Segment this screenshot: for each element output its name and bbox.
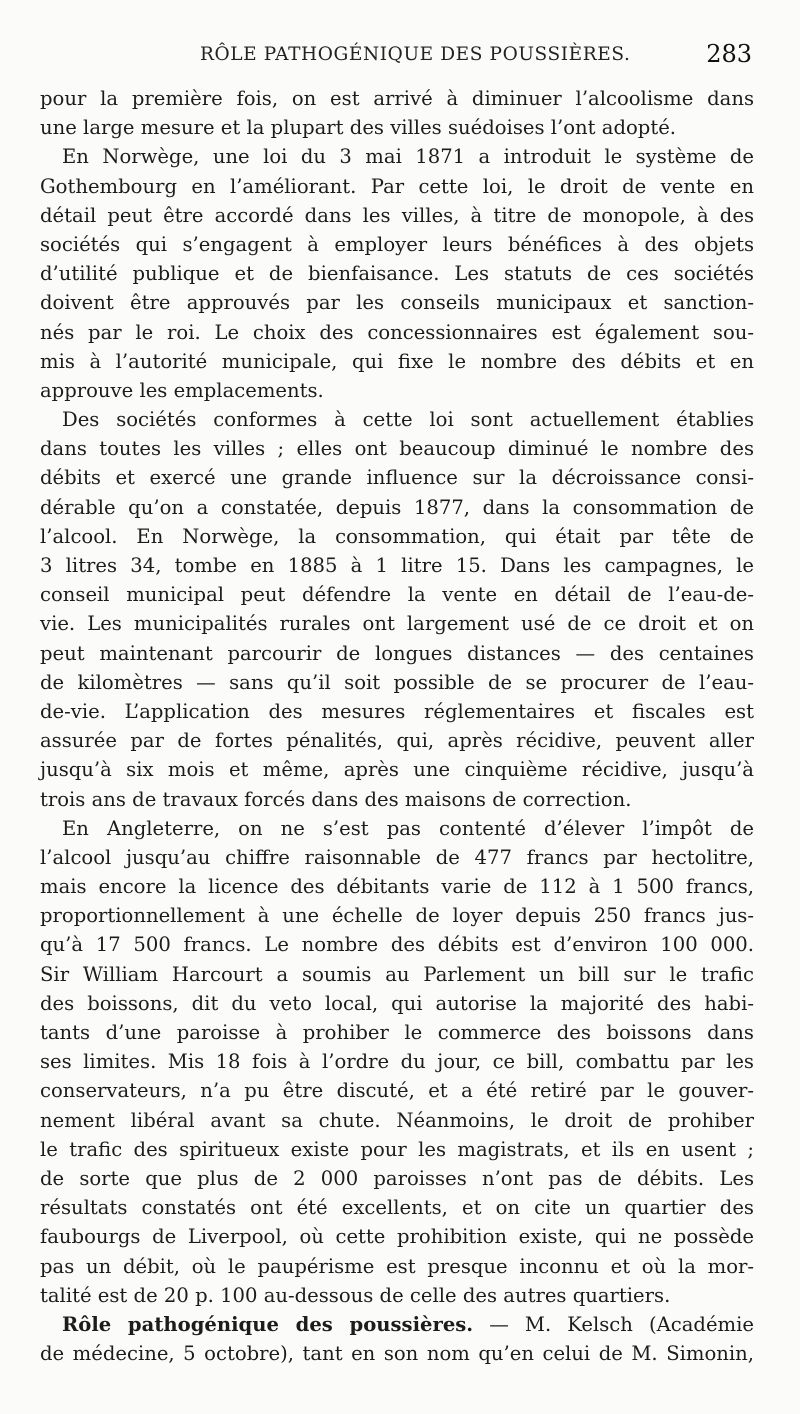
text-line: de sorte que plus de 2 000 paroisses n’ont pas de débits. Les — [40, 1166, 754, 1190]
running-title: RÔLE PATHOGÉNIQUE DES POUSSIÈRES. — [200, 44, 631, 65]
text-line: faubourgs de Liverpool, où cette prohibition existe, qui ne possède — [40, 1225, 754, 1249]
section-heading: Rôle pathogénique des poussières. — [62, 1312, 474, 1336]
text-line: proportionnellement à une échelle de loyer depuis 250 francs jus- — [40, 904, 754, 928]
text-line: le trafic des spiritueux existe pour les magistrats, et ils en usent ; — [40, 1137, 754, 1161]
text-line: débits et exercé une grande influence sur la décroissance consi- — [40, 466, 754, 490]
text-line: nement libéral avant sa chute. Néanmoins, le droit de prohiber — [40, 1108, 754, 1132]
text-line: Des sociétés conformes à cette loi sont actuellement établies — [62, 408, 754, 432]
section-heading-line — [40, 1310, 754, 1339]
text-line: doivent être approuvés par les conseils municipaux et sanction- — [40, 291, 754, 315]
text-line: peut maintenant parcourir de longues distances — des centaines — [40, 641, 754, 665]
text-line: une large mesure et la plupart des villes suédoises l’ont adopté. — [40, 116, 677, 140]
text-line: résultats constatés ont été excellents, et on cite un quartier des — [40, 1196, 754, 1220]
text-line: mis à l’autorité municipale, qui fixe le nombre des débits et en — [40, 349, 754, 373]
text-line: En Angleterre, on ne s’est pas contenté d’élever l’impôt de — [62, 816, 754, 840]
text-line: des boissons, dit du veto local, qui autorise la majorité des habi- — [40, 991, 754, 1015]
text-line: tants d’une paroisse à prohiber le commerce des boissons dans — [40, 1021, 754, 1044]
body-text — [40, 84, 754, 1368]
text-line: pas un débit, où le paupérisme est presque inconnu et où la mor- — [40, 1254, 754, 1278]
text-line: nés par le roi. Le choix des concessionnaires est également sou- — [40, 320, 754, 344]
text-line: En Norwège, une loi du 3 mai 1871 a introduit le système de — [62, 145, 754, 169]
text-line: assurée par de fortes pénalités, qui, après récidive, peuvent aller — [40, 729, 754, 753]
text-line: détail peut être accordé dans les villes, à titre de monopole, à des — [40, 203, 754, 227]
page-number: 283 — [706, 40, 752, 68]
text-line: approuve les emplacements. — [40, 378, 324, 402]
text-line: d’utilité publique et de bienfaisance. Les statuts de ces sociétés — [40, 262, 754, 286]
text-line: ses limites. Mis 18 fois à l’ordre du jour, ce bill, combattu par les — [40, 1050, 754, 1074]
text-line: l’alcool. En Norwège, la consommation, qui était par tête de — [40, 524, 754, 548]
text-line: pour la première fois, on est arrivé à diminuer l’alcoolisme dans — [40, 87, 754, 110]
text-line: jusqu’à six mois et même, après une cinquième récidive, jusqu’à — [40, 758, 754, 782]
text-line: sociétés qui s’engagent à employer leurs bénéfices à des objets — [40, 232, 754, 256]
text-line: conseil municipal peut défendre la vente en détail de l’eau-de- — [40, 583, 754, 607]
text-line: vie. Les municipalités rurales ont largement usé de ce droit et on — [40, 612, 754, 636]
text-line: talité est de 20 p. 100 au-dessous de celle des autres quartiers. — [40, 1283, 671, 1307]
text-line: de kilomètres — sans qu’il soit possible de se procurer de l’eau- — [40, 670, 754, 694]
text-line: de-vie. L’application des mesures réglementaires et fiscales est — [40, 699, 754, 723]
text-line: de médecine, 5 octobre), tant en son nom qu’en celui de M. Simonin, — [40, 1342, 754, 1366]
section-heading-continuation: — M. Kelsch (Académie — [473, 1312, 754, 1336]
text-line: dans toutes les villes ; elles ont beaucoup diminué le nombre des — [40, 437, 754, 461]
text-line: qu’à 17 500 francs. Le nombre des débits est d’environ 100 000. — [40, 933, 754, 957]
running-head — [40, 40, 760, 72]
text-line: dérable qu’on a constatée, depuis 1877, dans la consommation de — [40, 495, 754, 519]
text-line: Gothembourg en l’améliorant. Par cette loi, le droit de vente en — [40, 174, 754, 198]
text-line: Sir William Harcourt a soumis au Parlement un bill sur le trafic — [40, 962, 754, 986]
text-line: conservateurs, n’a pu être discuté, et a été retiré par le gouver- — [40, 1079, 754, 1103]
text-line: l’alcool jusqu’au chiffre raisonnable de 477 francs par hectolitre, — [40, 845, 754, 869]
text-line: trois ans de travaux forcés dans des maisons de correction. — [40, 787, 632, 811]
text-line: 3 litres 34, tombe en 1885 à 1 litre 15. Dans les campagnes, le — [40, 554, 754, 577]
text-line: mais encore la licence des débitants varie de 112 à 1 500 francs, — [40, 875, 754, 899]
